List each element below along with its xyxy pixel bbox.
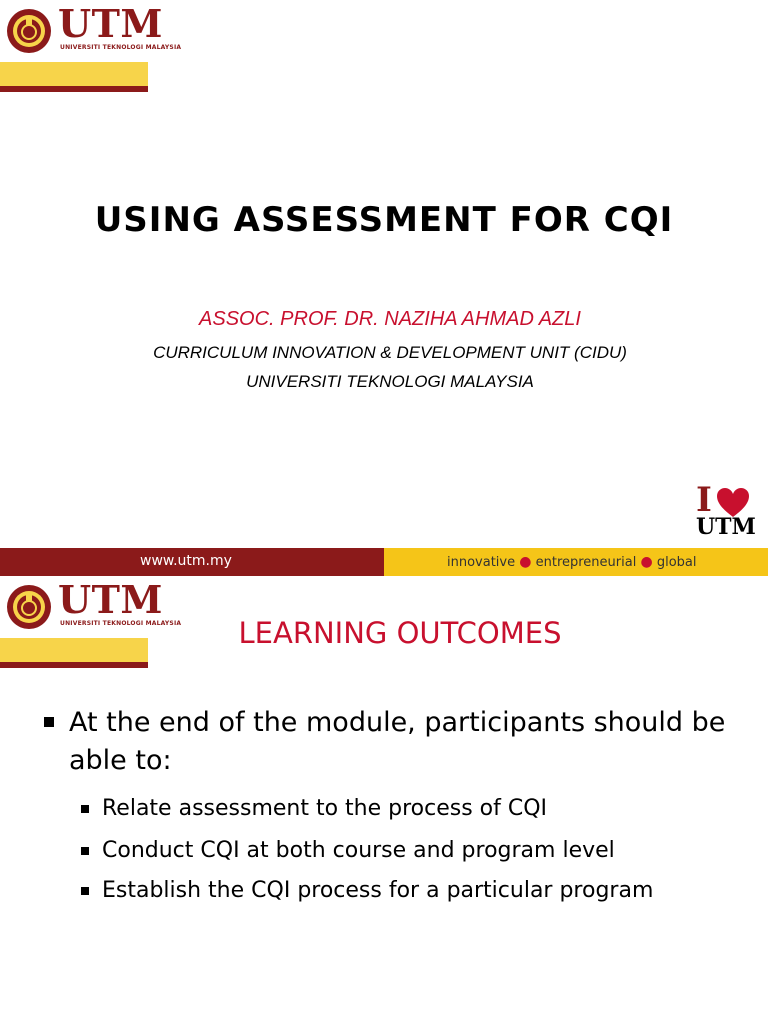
bullet-dot-icon: ● [640,554,653,570]
affiliation-unit: CURRICULUM INNOVATION & DEVELOPMENT UNIT (CIDU) [153,343,627,362]
footer-bar [0,548,768,576]
square-bullet-icon [81,847,89,855]
university-name: UNIVERSITI TEKNOLOGI MALAYSIA [60,44,182,51]
website-url: www.utm.my [140,553,232,569]
tagline-entrepreneurial: entrepreneurial [535,555,637,570]
footer-left [0,548,384,576]
sub-bullet-item [76,794,756,830]
love-logo-i: I [696,480,712,520]
bullet-dot-icon: ● [519,554,532,570]
love-logo-utm: UTM [696,514,756,540]
utm-logo [0,0,182,94]
slide-heading: LEARNING OUTCOMES [238,616,562,650]
tagline [447,554,696,570]
square-bullet-icon [44,717,54,727]
tagline-global: global [656,555,697,570]
logo-maroon-bar [0,86,148,92]
logo-maroon-bar [0,662,148,668]
utm-seal-icon [6,8,52,54]
sub-bullet-text: Conduct CQI at both course and program level [102,838,615,863]
i-love-utm-logo [696,480,756,542]
square-bullet-icon [81,887,89,895]
affiliation-university: UNIVERSITI TEKNOLOGI MALAYSIA [246,372,534,391]
utm-wordmark: UTM [58,1,163,46]
author-name: ASSOC. PROF. DR. NAZIHA AHMAD AZLI [199,308,581,330]
university-name: UNIVERSITI TEKNOLOGI MALAYSIA [60,620,182,627]
square-bullet-icon [81,805,89,813]
sub-bullet-item [76,876,756,912]
sub-bullet-text: Establish the CQI process for a particular program [102,878,654,903]
bullet-text: At the end of the module, participants should be able to: [69,707,726,776]
utm-wordmark: UTM [58,577,163,622]
tagline-innovative: innovative [447,555,516,570]
sub-bullet-text: Relate assessment to the process of CQI [102,796,548,821]
sub-bullet-item [76,836,756,872]
learning-outcomes-slide [0,576,768,1024]
logo-gold-bar [0,62,148,86]
slide-title: USING ASSESSMENT FOR CQI [94,200,674,240]
